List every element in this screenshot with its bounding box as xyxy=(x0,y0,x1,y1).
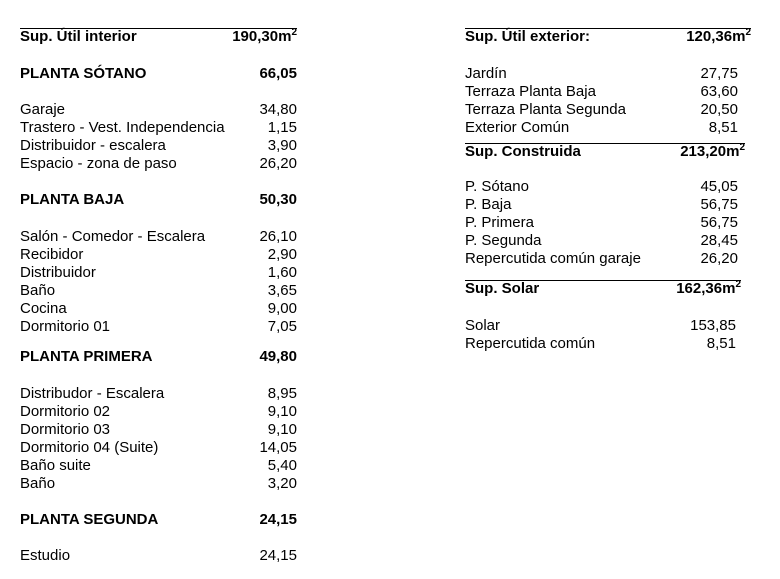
exterior-area-label: Sup. Útil exterior: xyxy=(465,28,591,45)
interior-area-value: $190,30m^2$ xyxy=(232,27,297,45)
exterior-area-header xyxy=(465,27,751,45)
plot-area-value: $162,36m^2$ xyxy=(676,279,741,297)
interior-area-header xyxy=(20,27,297,45)
built-area-label: Sup. Construida xyxy=(465,143,581,160)
plot-area-header xyxy=(465,279,741,297)
built-area-value: $213,20m^2$ xyxy=(680,142,745,160)
exterior-area-value: $120,36m^2$ xyxy=(686,27,751,45)
built-area-header xyxy=(465,142,745,160)
interior-area-label: Sup. Útil interior xyxy=(20,28,137,45)
plot-area-label: Sup. Solar xyxy=(465,280,540,297)
